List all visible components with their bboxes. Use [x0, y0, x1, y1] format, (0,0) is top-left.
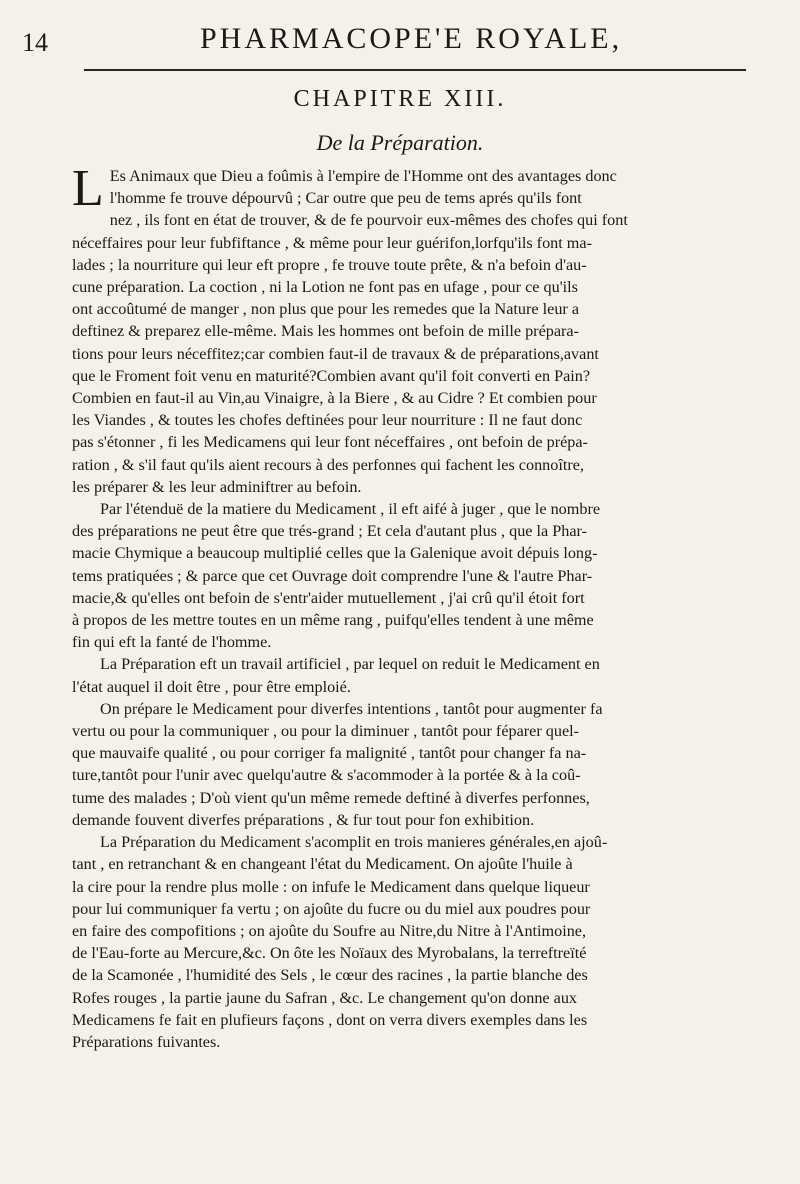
text-line: néceffaires pour leur fubfiftance , & même pour leur guérifon,lorfqu'ils font ma-: [72, 233, 592, 252]
text-line: ont accoûtumé de manger , non plus que pour les remedes que la Nature leur a: [72, 300, 580, 319]
section-title: De la Préparation.: [316, 130, 484, 155]
text-line: vertu ou pour la communiquer , ou pour la diminuer , tantôt pour féparer quel-: [72, 722, 580, 741]
text-line: Par l'étenduë de la matiere du Medicament , il eft aifé à juger , que le nombre: [100, 500, 601, 519]
text-line: ration , & s'il faut qu'ils aient recours à des perfonnes qui fachent les connoître,: [72, 455, 584, 474]
running-title: PHARMACOPE'E ROYALE,: [200, 22, 623, 55]
text-line: tume des malades ; D'où vient qu'un même remede deftiné à diverfes perfonnes,: [72, 788, 590, 807]
paragraph: [72, 653, 748, 697]
text-line: tions pour leurs néceffitez;car combien faut-il de travaux & de préparations,avant: [72, 344, 599, 363]
text-line: lades ; la nourriture qui leur eft propre , fe trouve toute prête, & n'a befoin d'au-: [72, 255, 587, 274]
text-line: demande fouvent diverfes préparations , & fur tout pour fon exhibition.: [72, 810, 535, 829]
text-line: de l'Eau-forte au Mercure,&c. On ôte les Noïaux des Myrobalans, la terreftreïté: [72, 944, 587, 963]
header-rule: [84, 69, 746, 71]
text-line: macie,& qu'elles ont befoin de s'entr'aider mutuellement , j'ai crû qu'il étoit fort: [72, 588, 585, 607]
chapter-title: CHAPITRE XIII.: [293, 86, 507, 112]
text-line: ture,tantôt pour l'unir avec quelqu'autre & s'acommoder à la portée & à la coû-: [72, 766, 581, 785]
text-line: les préparer & les leur adminiftrer au befoin.: [72, 477, 362, 496]
text-line: Combien en faut-il au Vin,au Vinaigre, à la Biere , & au Cidre ? Et combien pour: [72, 389, 597, 408]
text-line: pour lui communiquer fa vertu ; on ajoûte du fucre ou du miel aux poudres pour: [72, 899, 591, 918]
text-line: que le Froment foit venu en maturité?Combien avant qu'il foit converti en Pain?: [72, 366, 591, 385]
text-line: nez , ils font en état de trouver, & de fe pourvoir eux-mêmes des chofes qui font: [109, 211, 628, 230]
text-line: La Préparation eft un travail artificiel , par lequel on reduit le Medicament en: [100, 655, 600, 674]
text-line: tems pratiquées ; & parce que cet Ouvrage doit comprendre l'une & l'autre Phar-: [72, 566, 593, 585]
text-line: la cire pour la rendre plus molle : on infufe le Medicament dans quelque liqueur: [72, 877, 590, 896]
text-line: Medicamens fe fait en plufieurs façons , dont on verra divers exemples dans les: [72, 1010, 588, 1029]
text-line: l'état auquel il doit être , pour être emploié.: [72, 677, 351, 696]
text-line: macie Chymique a beaucoup multiplié celles que la Galenique avoit dépuis long-: [72, 544, 598, 563]
drop-cap: L: [72, 160, 104, 217]
text-line: que mauvaife qualité , ou pour corriger fa malignité , tantôt pour changer fa na-: [72, 744, 587, 763]
text-line: Préparations fuivantes.: [72, 1032, 221, 1051]
text-line: pas s'étonner , fi les Medicamens qui leur font néceffaires , ont befoin de prépa-: [72, 433, 588, 452]
text-line: les Viandes , & toutes les chofes deftinées pour leur nourriture : Il ne faut donc: [72, 411, 583, 430]
body-text: [72, 160, 748, 1053]
text-line: cune préparation. La coction , ni la Lotion ne font pas en ufage , pour ce qu'ils: [72, 278, 578, 297]
text-line: Rofes rouges , la partie jaune du Safran , &c. Le changement qu'on donne aux: [72, 988, 578, 1007]
text-line: On prépare le Medicament pour diverfes intentions , tantôt pour augmenter fa: [100, 699, 603, 718]
text-line: fin qui eft la fanté de l'homme.: [72, 633, 272, 652]
paragraph: [72, 698, 748, 831]
text-line: des préparations ne peut être que trés-grand ; Et cela d'autant plus , que la Phar-: [72, 522, 588, 541]
text-line: l'homme fe trouve dépourvû ; Car outre que peu de tems aprés qu'ils font: [109, 189, 582, 208]
paragraph: [72, 160, 748, 498]
text-line: à propos de les mettre toutes en un même rang , puifqu'elles tendent à une même: [72, 611, 594, 630]
running-head: [0, 22, 800, 62]
text-line: La Préparation du Medicament s'acomplit en trois manieres générales,en ajoû-: [100, 833, 608, 852]
text-line: deftinez & preparez elle-même. Mais les hommes ont befoin de mille prépara-: [72, 322, 580, 341]
page-number: 14: [22, 28, 48, 57]
paragraph: [72, 498, 748, 653]
paragraph: [72, 831, 748, 1053]
text-line: tant , en retranchant & en changeant l'état du Medicament. On ajoûte l'huile à: [72, 855, 573, 874]
text-line: de la Scamonée , l'humidité des Sels , le cœur des racines , la partie blanche des: [72, 966, 588, 985]
text-line: en faire des compofitions ; on ajoûte du Soufre au Nitre,du Nitre à l'Antimoine,: [72, 921, 587, 940]
text-line: Es Animaux que Dieu a foûmis à l'empire de l'Homme ont des avantages donc: [109, 167, 617, 185]
